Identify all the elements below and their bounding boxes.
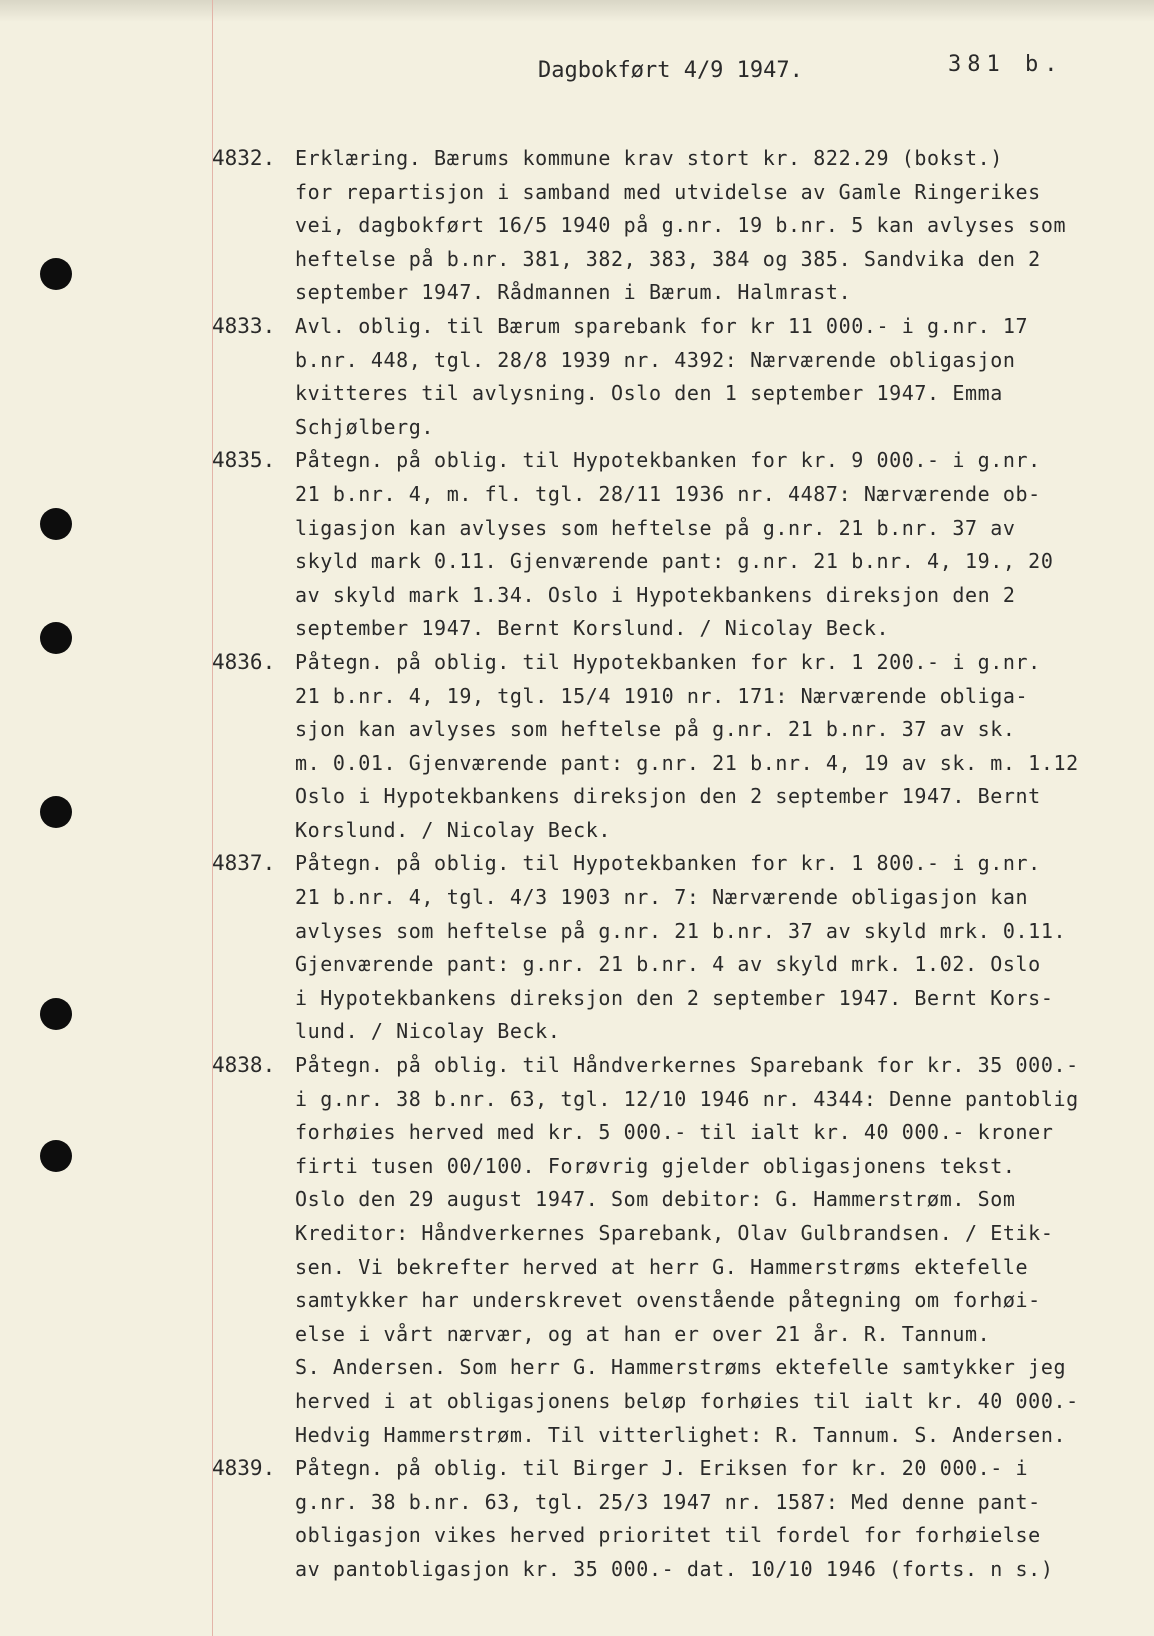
entry-text: for repartisjon i samband med utvidelse av Gamle Ringerikes	[295, 179, 1041, 204]
entry-text: september 1947. Bernt Korslund. / Nicolay Beck.	[295, 616, 890, 641]
entry-line	[0, 377, 1154, 411]
ledger-entry	[0, 646, 1154, 848]
entry-line	[0, 1183, 1154, 1217]
entry-number: 4837.	[212, 851, 276, 876]
entry-text: Oslo den 29 august 1947. Som debitor: G. Hammerstrøm. Som	[295, 1187, 1016, 1212]
page-number: 381 b.	[948, 52, 1064, 77]
entry-text: sen. Vi bekrefter herved at herr G. Hammerstrøms ektefelle	[295, 1254, 1029, 1279]
entry-text: heftelse på b.nr. 381, 382, 383, 384 og 385. Sandvika den 2	[295, 246, 1041, 271]
entry-line	[0, 1452, 1154, 1486]
entry-text: Påtegn. på oblig. til Birger J. Eriksen for kr. 20 000.- i	[295, 1456, 1029, 1481]
entry-line	[0, 814, 1154, 848]
entry-text: avlyses som heftelse på g.nr. 21 b.nr. 37 av skyld mrk. 0.11.	[295, 918, 1067, 943]
entry-text: 21 b.nr. 4, m. fl. tgl. 28/11 1936 nr. 4487: Nærværende ob-	[295, 481, 1041, 506]
entry-text: g.nr. 38 b.nr. 63, tgl. 25/3 1947 nr. 1587: Med denne pant-	[295, 1489, 1041, 1514]
entry-line	[0, 209, 1154, 243]
entry-line	[0, 1217, 1154, 1251]
entry-line	[0, 747, 1154, 781]
entry-text: Oslo i Hypotekbankens direksjon den 2 september 1947. Bernt	[295, 784, 1041, 809]
entry-line	[0, 1385, 1154, 1419]
entry-line	[0, 1150, 1154, 1184]
entry-text: Kreditor: Håndverkernes Sparebank, Olav Gulbrandsen. / Etik-	[295, 1221, 1054, 1245]
entry-line	[0, 1519, 1154, 1553]
entry-text: Hedvig Hammerstrøm. Til vitterlighet: R. Tannum. S. Andersen.	[295, 1422, 1067, 1447]
entry-line	[0, 1419, 1154, 1453]
entry-text: samtykker har underskrevet ovenstående påtegning om forhøi-	[295, 1288, 1041, 1313]
entry-line	[0, 444, 1154, 478]
entry-line	[0, 1318, 1154, 1352]
entry-line	[0, 276, 1154, 310]
entry-text: i g.nr. 38 b.nr. 63, tgl. 12/10 1946 nr. 4344: Denne pantoblig	[295, 1086, 1079, 1111]
entry-line	[0, 780, 1154, 814]
entry-line	[0, 881, 1154, 915]
entry-line	[0, 948, 1154, 982]
entry-line	[0, 847, 1154, 881]
entry-line	[0, 243, 1154, 277]
entry-line	[0, 579, 1154, 613]
entry-text: S. Andersen. Som herr G. Hammerstrøms ektefelle samtykker jeg	[295, 1355, 1067, 1380]
ledger-entry	[0, 310, 1154, 444]
entry-line	[0, 646, 1154, 680]
ledger-entry	[0, 1049, 1154, 1452]
entry-line	[0, 1251, 1154, 1285]
entry-line	[0, 310, 1154, 344]
entry-line	[0, 1083, 1154, 1117]
entry-text: Påtegn. på oblig. til Hypotekbanken for kr. 1 200.- i g.nr.	[295, 649, 1041, 674]
entry-line	[0, 1351, 1154, 1385]
entry-line	[0, 680, 1154, 714]
entry-text: 21 b.nr. 4, 19, tgl. 15/4 1910 nr. 171: Nærværende obliga-	[295, 683, 1029, 708]
ledger-entry	[0, 142, 1154, 310]
entry-text: vei, dagbokført 16/5 1940 på g.nr. 19 b.nr. 5 kan avlyses som	[295, 213, 1067, 238]
entry-line	[0, 612, 1154, 646]
entry-number: 4838.	[212, 1053, 276, 1078]
entry-text: av pantobligasjon kr. 35 000.- dat. 10/10 1946 (forts. n s.)	[295, 1556, 1054, 1581]
entry-line	[0, 1486, 1154, 1520]
entry-text: Påtegn. på oblig. til Hypotekbanken for kr. 1 800.- i g.nr.	[295, 851, 1041, 876]
entry-number: 4836.	[212, 649, 276, 674]
entry-text: skyld mark 0.11. Gjenværende pant: g.nr. 21 b.nr. 4, 19., 20	[295, 549, 1054, 574]
entry-text: Påtegn. på oblig. til Hypotekbanken for kr. 9 000.- i g.nr.	[295, 448, 1041, 473]
entry-text: Påtegn. på oblig. til Håndverkernes Sparebank for kr. 35 000.-	[295, 1053, 1079, 1078]
entry-line	[0, 411, 1154, 445]
entry-text: sjon kan avlyses som heftelse på g.nr. 21 b.nr. 37 av sk.	[295, 717, 1016, 742]
entry-line	[0, 512, 1154, 546]
entry-text: Gjenværende pant: g.nr. 21 b.nr. 4 av skyld mrk. 1.02. Oslo	[295, 952, 1041, 977]
entry-line	[0, 176, 1154, 210]
entry-line	[0, 915, 1154, 949]
entry-text: m. 0.01. Gjenværende pant: g.nr. 21 b.nr. 4, 19 av sk. m. 1.12	[295, 750, 1079, 775]
entry-line	[0, 1116, 1154, 1150]
ledger-entry	[0, 444, 1154, 646]
entry-text: 21 b.nr. 4, tgl. 4/3 1903 nr. 7: Nærværende obligasjon kan	[295, 885, 1029, 910]
entry-text: lund. / Nicolay Beck.	[295, 1019, 561, 1044]
entry-text: kvitteres til avlysning. Oslo den 1 september 1947. Emma	[295, 381, 1003, 406]
entry-line	[0, 1284, 1154, 1318]
entry-text: obligasjon vikes herved prioritet til fordel for forhøielse	[295, 1523, 1041, 1548]
entry-text: av skyld mark 1.34. Oslo i Hypotekbankens direksjon den 2	[295, 582, 1016, 607]
entry-number: 4833.	[212, 313, 276, 338]
entry-line	[0, 1049, 1154, 1083]
entry-text: ligasjon kan avlyses som heftelse på g.nr. 21 b.nr. 37 av	[295, 515, 1016, 540]
entry-text: firti tusen 00/100. Forøvrig gjelder obligasjonens tekst.	[295, 1153, 1016, 1178]
ledger-entry	[0, 847, 1154, 1049]
entry-number: 4839.	[212, 1456, 276, 1481]
entry-line	[0, 478, 1154, 512]
entry-line	[0, 545, 1154, 579]
entry-line	[0, 1015, 1154, 1049]
entry-text: Erklæring. Bærums kommune krav stort kr. 822.29 (bokst.)	[295, 146, 1003, 170]
entry-text: Avl. oblig. til Bærum sparebank for kr 11 000.- i g.nr. 17	[295, 313, 1029, 338]
entry-text: herved i at obligasjonens beløp forhøies til ialt kr. 40 000.-	[295, 1388, 1079, 1413]
entry-text: i Hypotekbankens direksjon den 2 september 1947. Bernt Kors-	[295, 985, 1054, 1010]
entry-line	[0, 344, 1154, 378]
entry-text: september 1947. Rådmannen i Bærum. Halmrast.	[295, 280, 852, 305]
entry-line	[0, 142, 1154, 176]
entry-list	[0, 142, 1154, 1587]
scan-edge-shadow	[0, 0, 1154, 22]
entry-line	[0, 713, 1154, 747]
entry-line	[0, 982, 1154, 1016]
entry-text: b.nr. 448, tgl. 28/8 1939 nr. 4392: Nærværende obligasjon	[295, 347, 1016, 372]
entry-text: forhøies herved med kr. 5 000.- til ialt kr. 40 000.- kroner	[295, 1120, 1054, 1145]
entry-number: 4835.	[212, 448, 276, 473]
entry-text: Korslund. / Nicolay Beck.	[295, 817, 612, 842]
journal-date: Dagbokført 4/9 1947.	[538, 58, 803, 83]
ledger-entry	[0, 1452, 1154, 1586]
entry-line	[0, 1553, 1154, 1587]
entry-number: 4832.	[212, 146, 276, 170]
page-header	[0, 52, 1154, 92]
entry-text: else i vårt nærvær, og at han er over 21 år. R. Tannum.	[295, 1321, 991, 1346]
entry-text: Schjølberg.	[295, 414, 435, 439]
